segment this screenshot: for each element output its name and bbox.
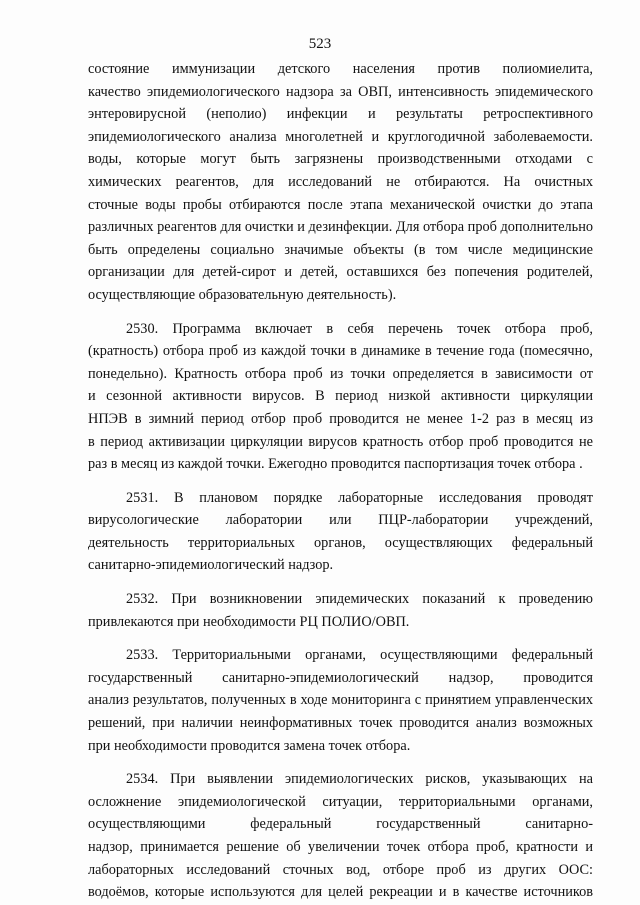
- text-line: государственный санитарно-эпидемиологический надзор, проводится: [88, 669, 593, 686]
- paragraph-gap: [88, 307, 593, 318]
- text-line: 2533. Территориальными органами, осуществляющими федеральный: [126, 647, 593, 664]
- text-line: воды, которые могут быть загрязнены производственными отходами с: [88, 151, 593, 168]
- page-number: 523: [308, 36, 332, 52]
- text-line: НПЭВ в зимний период отбор проб проводится не менее 1-2 раз в месяц из: [88, 410, 593, 427]
- paragraph-gap: [88, 577, 593, 588]
- paragraph-gap: [88, 633, 593, 644]
- text-line: 2531. В плановом порядке лабораторные исследования проводят: [126, 489, 593, 506]
- text-line: вирусологические лаборатории или ПЦР-лаборатории учреждений,: [88, 512, 593, 529]
- text-line: 2532. При возникновении эпидемических показаний к проведению: [126, 591, 593, 608]
- text-line: качество эпидемиологического надзора за ОВП, интенсивность эпидемического: [88, 83, 593, 100]
- text-line: решений, при наличии неинформативных точек проводится анализ возможных: [88, 715, 593, 732]
- text-line: эпидемиологического анализа многолетней и круглогодичной заболеваемости.: [88, 128, 593, 145]
- paragraph-2531: [88, 487, 593, 577]
- text-line: 2530. Программа включает в себя перечень точек отбора проб,: [126, 320, 593, 337]
- text-line: осложнение эпидемиологической ситуации, территориальными органами,: [88, 793, 593, 810]
- text-line: понедельно). Кратность отбора проб из точки определяется в зависимости от: [88, 365, 593, 382]
- text-line: санитарно-эпидемиологический надзор.: [88, 557, 334, 574]
- text-line: 2534. При выявлении эпидемиологических рисков, указывающих на: [126, 771, 593, 788]
- paragraph-gap: [88, 476, 593, 487]
- text-line: деятельность территориальных органов, осуществляющих федеральный: [88, 534, 593, 551]
- text-line: осуществляющими федеральный государственный санитарно-: [88, 816, 593, 833]
- text-line: и сезонной активности вирусов. В период низкой активности циркуляции: [88, 388, 593, 405]
- text-line: привлекаются при необходимости РЦ ПОЛИО/ОВП.: [88, 613, 410, 630]
- document-body: [88, 58, 593, 904]
- text-line: состояние иммунизации детского населения против полиомиелита,: [88, 61, 593, 77]
- paragraph-2530: [88, 318, 593, 476]
- text-line: осуществляющие образовательную деятельность).: [88, 286, 397, 303]
- paragraph-gap: [88, 757, 593, 768]
- text-line: лабораторных исследований сточных вод, отборе проб из других ООС:: [88, 861, 593, 878]
- text-line: химических реагентов, для исследований не отбираются. На очистных: [88, 173, 593, 190]
- paragraph-2534: [88, 768, 593, 904]
- paragraph-2533: [88, 644, 593, 757]
- text-line: водоёмов, которые используются для целей рекреации и в качестве источников: [88, 884, 593, 901]
- text-line: организации для детей-сирот и детей, оставшихся без попечения родителей,: [88, 264, 593, 281]
- text-line: (кратность) отбора проб из каждой точки в динамике в течение года (помесячно,: [88, 343, 593, 360]
- text-line: надзор, принимается решение об увеличении точек отбора проб, кратности и: [88, 839, 593, 855]
- paragraph-continued: [88, 58, 593, 307]
- text-line: при необходимости проводится замена точек отбора.: [88, 737, 411, 754]
- text-line: быть определены социально значимые объекты (в том числе медицинские: [88, 241, 593, 258]
- paragraph-2532: [88, 588, 593, 633]
- text-line: анализ результатов, полученных в ходе мониторинга с принятием управленческих: [88, 692, 593, 709]
- text-line: сточные воды пробы отбираются после этапа механической очистки до этапа: [88, 196, 593, 213]
- text-line: раз в месяц из каждой точки. Ежегодно проводится паспортизация точек отбора .: [88, 456, 583, 473]
- text-line: различных реагентов для очистки и дезинфекции. Для отбора проб дополнительно: [88, 219, 593, 236]
- text-line: энтеровирусной (неполио) инфекции и результаты ретроспективного: [88, 106, 593, 123]
- text-line: в период активизации циркуляции вирусов кратность отбор проб проводится не: [88, 433, 593, 450]
